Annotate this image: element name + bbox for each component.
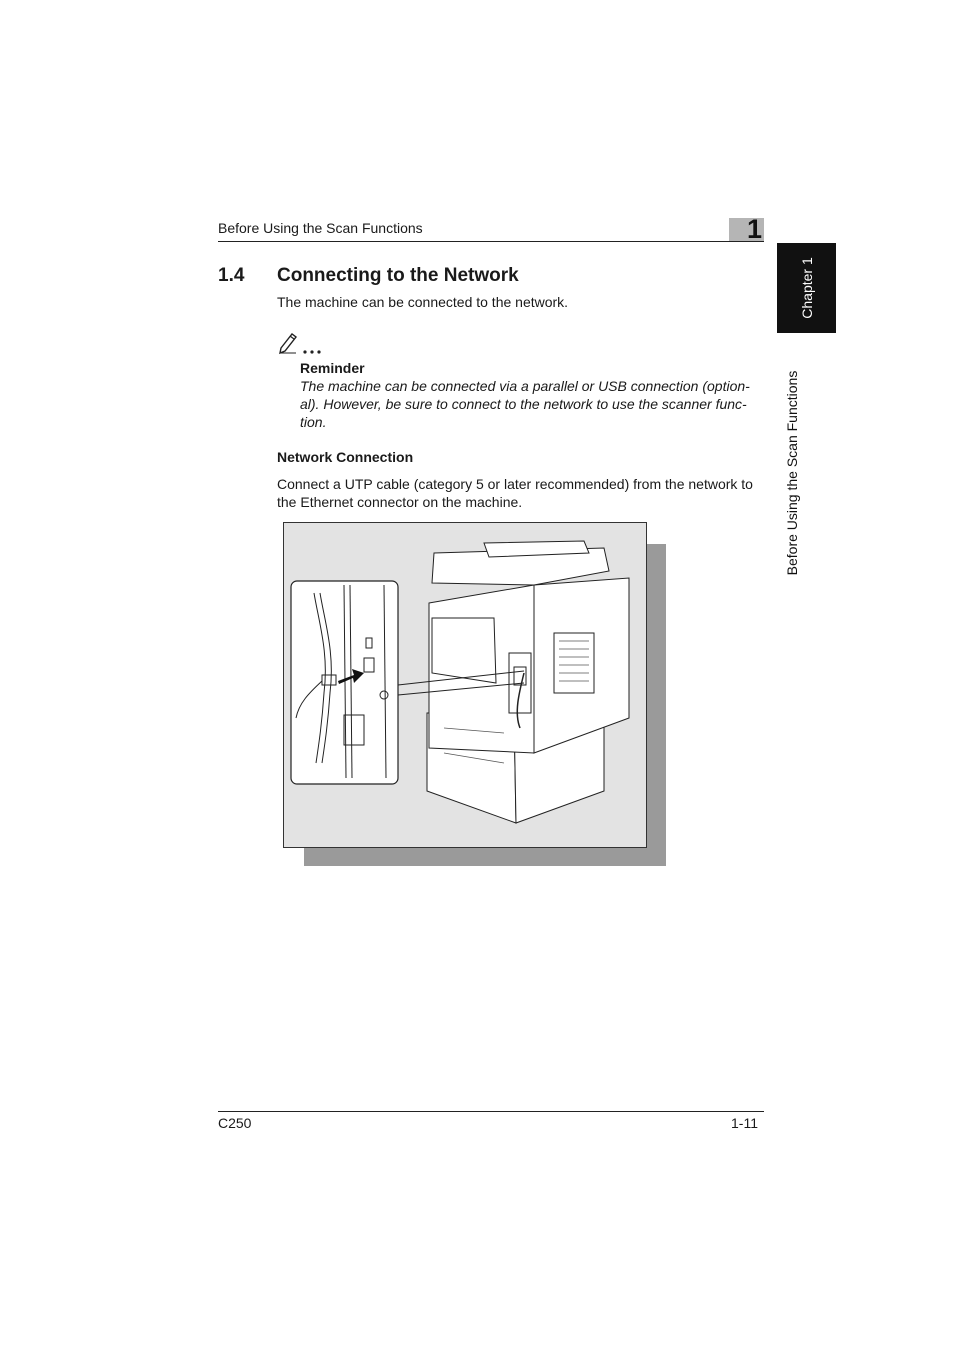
running-header: Before Using the Scan Functions xyxy=(218,220,423,236)
chapter-number-box xyxy=(729,214,764,244)
footer-page-number: 1-11 xyxy=(731,1115,758,1131)
chapter-number: 1 xyxy=(746,214,762,244)
reminder-line: The machine can be connected via a parallel or USB connection (option- xyxy=(300,378,750,394)
section-intro: The machine can be connected to the network. xyxy=(277,294,569,310)
reminder-line: tion. xyxy=(300,414,327,430)
network-connection-text xyxy=(277,475,767,511)
copier-ethernet-connection-illustration xyxy=(284,523,646,847)
figure-frame xyxy=(283,522,647,848)
network-connection-heading: Network Connection xyxy=(277,449,414,465)
body-line: Connect a UTP cable (category 5 or later recommended) from the network to xyxy=(277,476,753,492)
footer-rule xyxy=(218,1111,764,1112)
header-rule xyxy=(218,241,764,242)
reminder-label: Reminder xyxy=(300,360,365,376)
reminder-line: al). However, be sure to connect to the network to use the scanner func- xyxy=(300,396,747,412)
reminder-text xyxy=(300,377,766,431)
side-section-label: Before Using the Scan Functions xyxy=(784,370,800,576)
chapter-tab-label: Chapter 1 xyxy=(798,257,815,319)
section-title: Connecting to the Network xyxy=(277,265,519,286)
pencil-note-icon xyxy=(278,330,326,356)
section-number: 1.4 xyxy=(218,265,245,286)
body-line: the Ethernet connector on the machine. xyxy=(277,494,523,510)
footer-model: C250 xyxy=(218,1115,252,1131)
chapter-side-tab xyxy=(777,243,836,333)
